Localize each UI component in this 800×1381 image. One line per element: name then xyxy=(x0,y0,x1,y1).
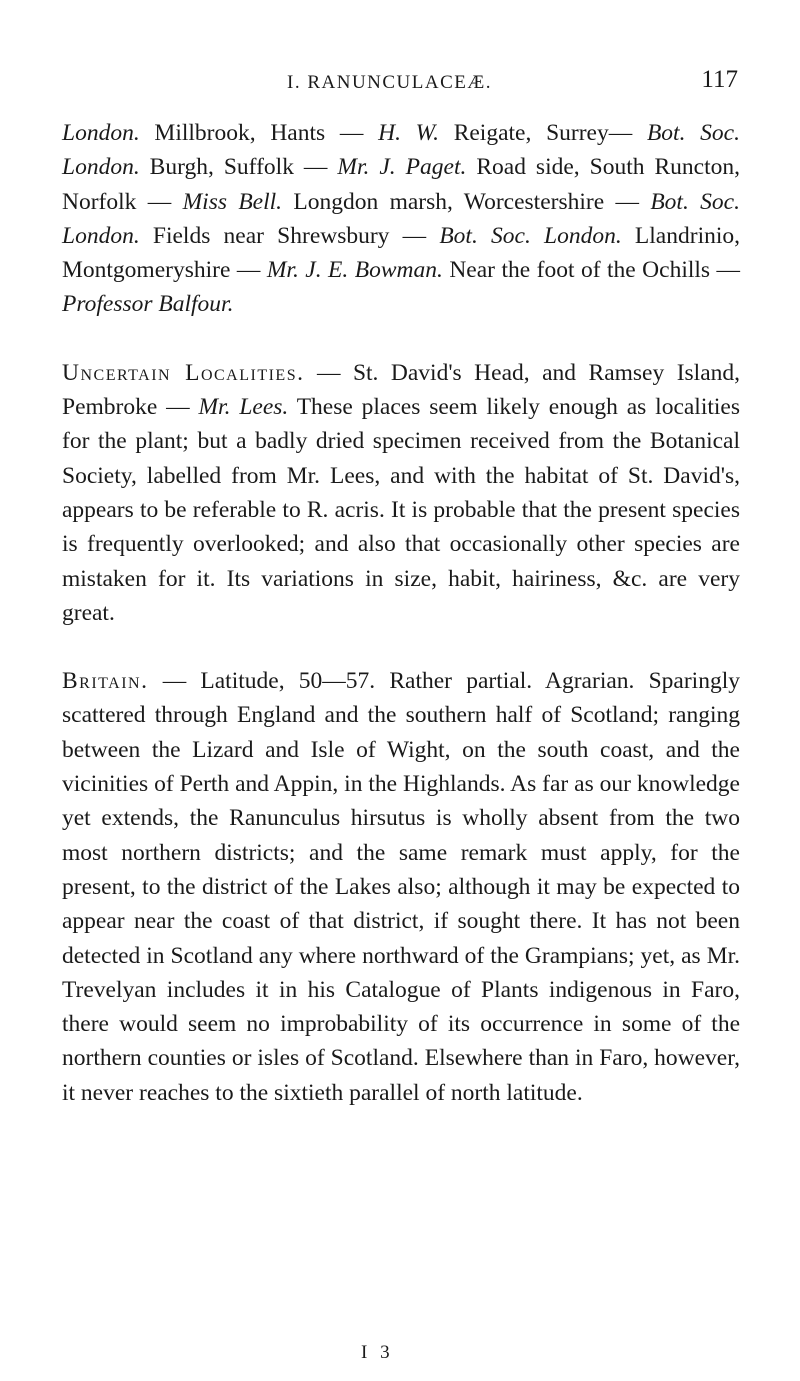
text: Reigate, Surrey— xyxy=(438,120,647,146)
text: These places seem likely enough as localities for the plant; but a badly dried specimen received from the Botanical Society, labelled from Mr. Lees, and with the habitat of St. David's, appears to be referable to R. acris. It is probable that the present species is frequently overlooked; and also that occasionally other species are mistaken for it. Its variations in size, habit, hairiness, &c. are very great. xyxy=(62,394,740,626)
text: Llandrinio, Montgomeryshire — xyxy=(62,222,740,284)
text: Millbrook, Hants — xyxy=(139,120,379,146)
running-head: I. RANUNCULACEÆ. xyxy=(287,72,493,93)
italic-text: London. xyxy=(62,120,140,146)
italic-text: Mr. J. Paget. xyxy=(337,154,467,181)
localities-paragraph xyxy=(62,116,740,322)
italic-text: Miss Bell. xyxy=(182,188,283,215)
section-heading: Uncertain Localities. xyxy=(62,359,305,386)
italic-text: Bot. Soc. London. xyxy=(439,222,622,249)
text: — Latitude, 50—57. Rather partial. Agrarian. Sparingly scattered through England and the southern half of Scotland; ranging between the Lizard and Isle of Wight, on the south coast, and the vicinities of Perth and Appin, in the Highlands. As far as our knowledge yet extends, the Ranunculus hirsutus is wholly absent from the two most northern districts; and the same remark must apply, for the present, to the district of the Lakes also; although it may be expected to appear near the coast of that district, if sought there. It has not been detected in Scotland any where northward of the Grampians; yet, as Mr. Trevelyan includes it in his Catalogue of Plants indigenous in Faro, there would seem no improbability of its occurrence in some of the northern counties or isles of Scotland. Elsewhere than in Faro, however, it never reaches to the sixtieth parallel of north latitude. xyxy=(62,668,740,1106)
italic-text: Professor Balfour. xyxy=(62,291,234,318)
signature-mark: I 3 xyxy=(361,1342,394,1363)
text: Burgh, Suffolk — xyxy=(139,154,338,181)
paragraph-gap xyxy=(62,322,740,356)
italic-text: H. W. xyxy=(378,120,439,146)
text: Near the foot of the Ochills — xyxy=(442,257,741,284)
text: — St. David's Head, and Ramsey Island, Pembroke — xyxy=(62,359,741,421)
italic-text: Mr. J. E. Bowman. xyxy=(266,257,443,284)
italic-text: Mr. Lees. xyxy=(198,394,289,421)
text: Road side, South Runcton, Norfolk — xyxy=(62,154,740,215)
page-number: 117 xyxy=(701,66,738,93)
text: Longdon marsh, Worcestershire — xyxy=(282,188,651,215)
uncertain-localities-paragraph xyxy=(62,356,740,630)
page-header xyxy=(0,66,800,100)
italic-text: Bot. Soc. London. xyxy=(62,120,740,181)
britain-paragraph xyxy=(62,664,740,1110)
page-body xyxy=(62,116,740,1110)
section-heading: Britain. xyxy=(62,668,149,695)
italic-text: Bot. Soc. London. xyxy=(62,188,740,249)
text: Fields near Shrewsbury — xyxy=(139,222,440,249)
paragraph-gap xyxy=(62,630,740,664)
